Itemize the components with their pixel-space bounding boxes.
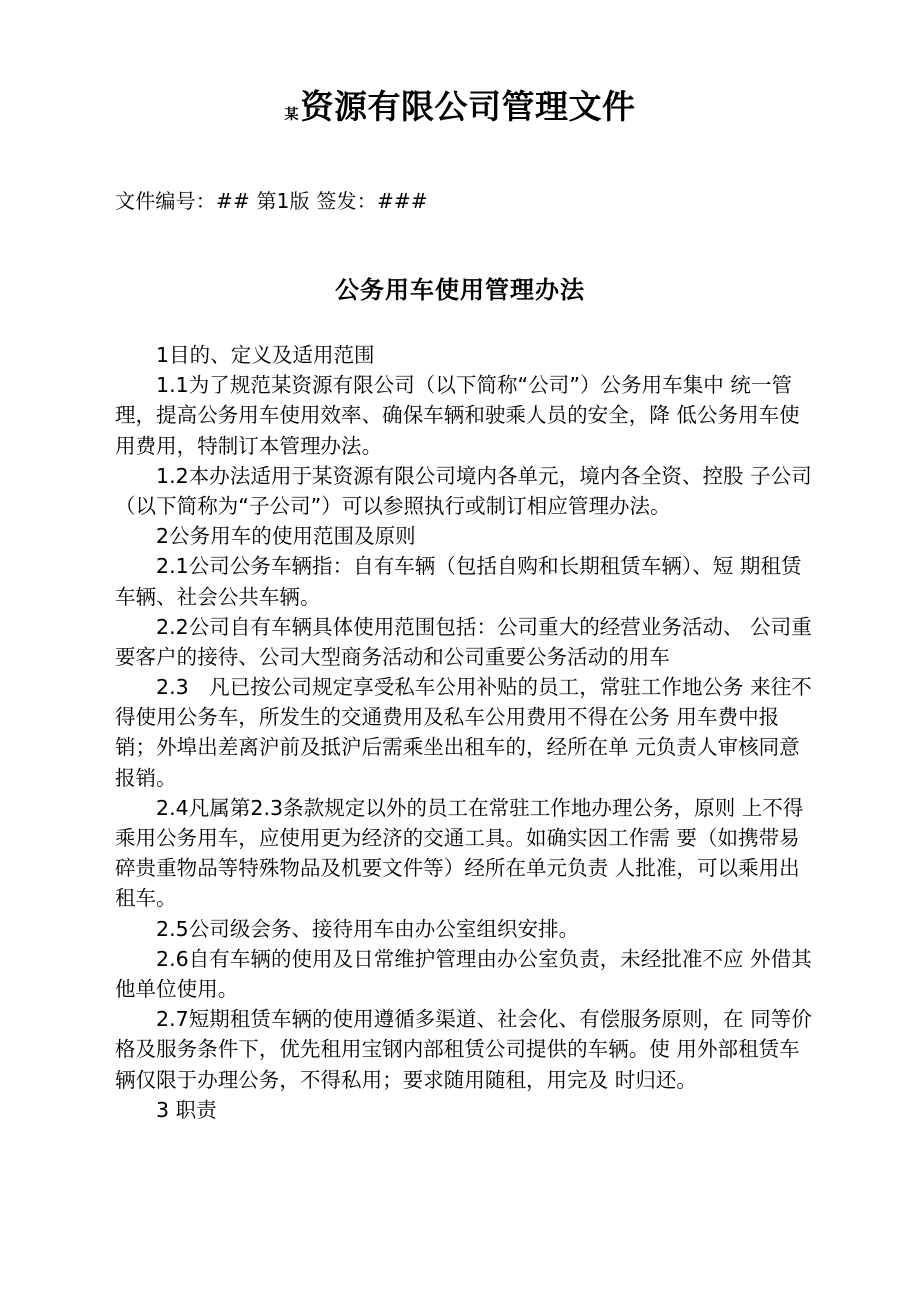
body-line: 1.2本办法适用于某资源有限公司境内各单元，境内各全资、控股 子公司: [156, 463, 812, 488]
document-title: [0, 85, 920, 136]
body-line: 碎贵重物品等特殊物品及机要文件等）经所在单元负责 人批准，可以乘用出: [115, 856, 800, 881]
body-line: 2.6自有车辆的使用及日常维护管理由办公室负责，未经批准不应 外借其: [156, 946, 812, 971]
document-title-main: 资源有限公司管理文件: [300, 87, 636, 126]
body-line: 销；外埠出差离沪前及抵沪后需乘坐出租车的，经所在单 元负责人审核同意: [115, 735, 800, 760]
body-line: 2公务用车的使用范围及原则: [156, 524, 416, 549]
body-line: 车辆、社会公共车辆。: [115, 584, 321, 609]
body-line: 1目的、定义及适用范围: [156, 343, 375, 367]
body-line: 2.1公司公务车辆指：自有车辆（包括自购和长期租赁车辆）、短 期租赁: [156, 554, 802, 579]
body-line: 要客户的接待、公司大型商务活动和公司重要公务活动的用车: [115, 644, 670, 669]
body-line: 2.4凡属第2.3条款规定以外的员工在常驻工作地办理公务，原则 上不得: [156, 795, 804, 820]
body-line: 2.7短期租赁车辆的使用遵循多渠道、社会化、有偿服务原则，在 同等价: [156, 1007, 812, 1032]
document-body: [115, 340, 821, 1125]
body-line: 1.1为了规范某资源有限公司（以下简称“公司”）公务用车集中 统一管: [156, 373, 793, 398]
body-line: （以下简称为“子公司”）可以参照执行或制订相应管理办法。: [115, 493, 671, 518]
body-line: 他单位使用。: [115, 976, 239, 1001]
section-heading: 公务用车使用管理办法: [335, 276, 585, 304]
document-title-prefix: 某: [284, 107, 299, 123]
body-line: 理，提高公务用车使用效率、确保车辆和驶乘人员的安全，降 低公务用车使: [115, 403, 800, 428]
body-line: 3 职责: [156, 1097, 217, 1122]
body-line: 乘用公务用车，应使用更为经济的交通工具。如确实因工作需 要（如携带易: [115, 826, 800, 850]
body-line: 租车。: [115, 886, 177, 911]
body-line: 辆仅限于办理公务，不得私用；要求随用随租，用完及 时归还。: [115, 1067, 697, 1092]
body-line: 格及服务条件下，优先租用宝钢内部租赁公司提供的车辆。使 用外部租赁车: [115, 1037, 800, 1062]
body-line: 得使用公务车，所发生的交通费用及私车公用费用不得在公务 用车费中报: [115, 705, 780, 730]
body-line: 2.3 凡已按公司规定享受私车公用补贴的员工，常驻工作地公务 来往不: [156, 675, 812, 700]
body-line: 2.5公司级会务、接待用车由办公室组织安排。: [156, 916, 580, 941]
body-line: 报销。: [115, 765, 177, 790]
body-line: 2.2公司自有车辆具体使用范围包括：公司重大的经营业务活动、 公司重: [156, 614, 812, 639]
body-line: 用费用，特制订本管理办法。: [115, 433, 383, 458]
document-meta-line: 文件编号：## 第1版 签发：###: [115, 189, 428, 213]
